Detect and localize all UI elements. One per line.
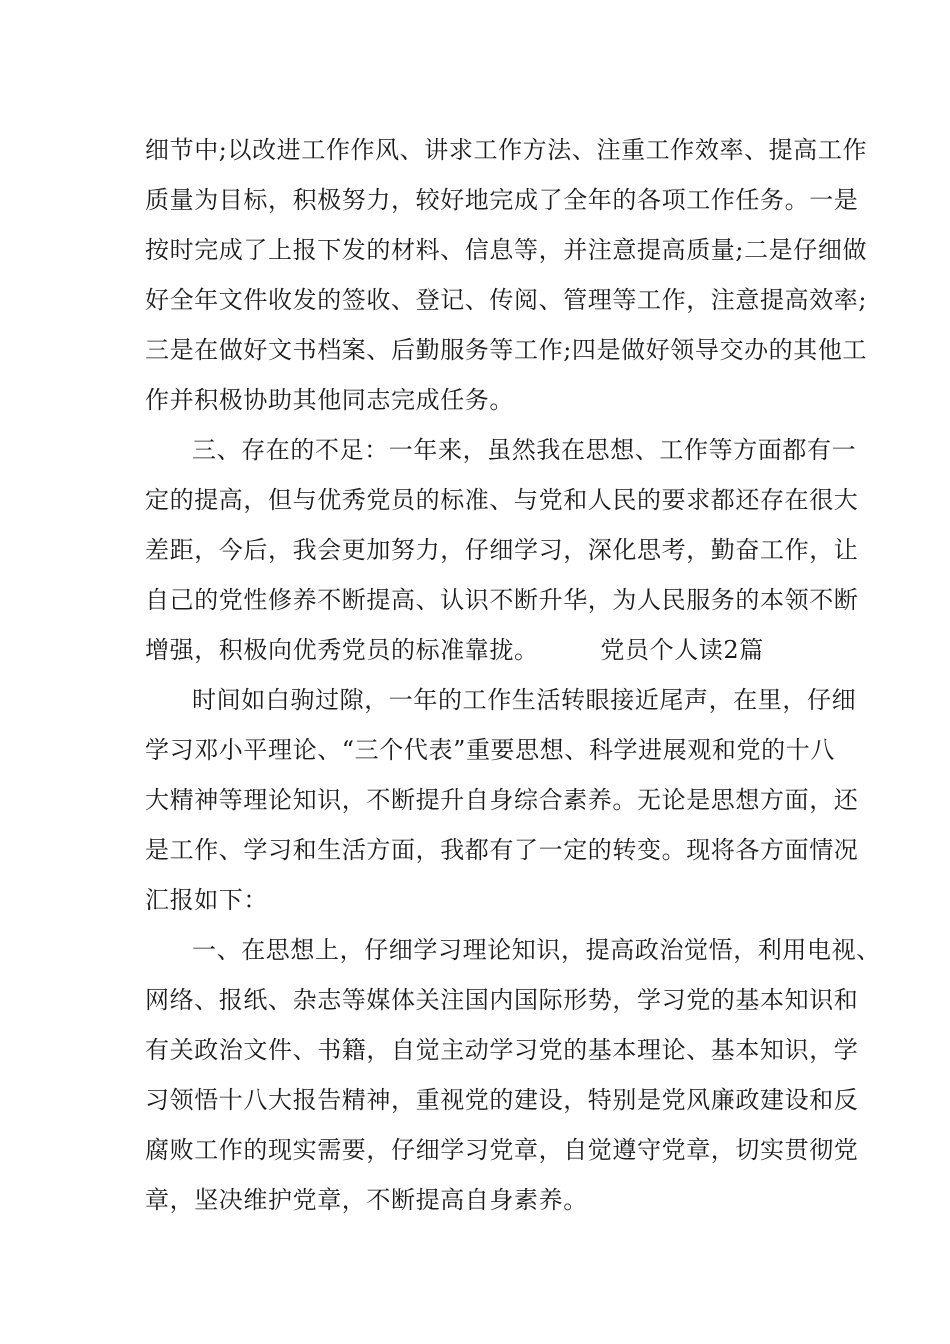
text-line: 腐败工作的现实需要，仔细学习党章，自觉遵守党章，切实贯彻党 bbox=[145, 1136, 859, 1164]
paragraph-first-line: 时间如白驹过隙，一年的工作生活转眼接近尾声，在里，仔细 bbox=[192, 686, 857, 714]
paragraph-first-line: 一、在思想上，仔细学习理论知识，提高政治觉悟，利用电视、 bbox=[192, 936, 881, 964]
text-line: 大精神等理论知识，不断提升自身综合素养。无论是思想方面，还 bbox=[145, 786, 859, 814]
text-line: 质量为目标，积极努力，较好地完成了全年的各项工作任务。一是 bbox=[145, 186, 859, 214]
text-line: 汇报如下： bbox=[145, 886, 268, 914]
text-line: 三是在做好文书档案、后勤服务等工作;四是做好领导交办的其他工 bbox=[145, 336, 868, 364]
text-line: 有关政治文件、书籍，自觉主动学习党的基本理论、基本知识，学 bbox=[145, 1036, 859, 1064]
text-line: 习领悟十八大报告精神，重视党的建设，特别是党风廉政建设和反 bbox=[145, 1086, 859, 1114]
text-line: 好全年文件收发的签收、登记、传阅、管理等工作，注意提高效率; bbox=[145, 286, 868, 314]
text-line: 差距，今后，我会更加努力，仔细学习，深化思考，勤奋工作，让 bbox=[145, 536, 859, 564]
text-line: 学习邓小平理论、“三个代表”重要思想、科学进展观和党的十八 bbox=[145, 736, 835, 764]
text-line: 细节中;以改进工作作风、讲求工作方法、注重工作效率、提高工作 bbox=[145, 136, 868, 164]
text-line: 定的提高，但与优秀党员的标准、与党和人民的要求都还存在很大 bbox=[145, 486, 859, 514]
text-line: 网络、报纸、杂志等媒体关注国内国际形势，学习党的基本知识和 bbox=[145, 986, 859, 1014]
text-line: 是工作、学习和生活方面，我都有了一定的转变。现将各方面情况 bbox=[145, 836, 859, 864]
text-line: 作并积极协助其他同志完成任务。 bbox=[145, 386, 514, 414]
text-line: 章，坚决维护党章，不断提高自身素养。 bbox=[145, 1186, 588, 1214]
paragraph-first-line: 三、存在的不足：一年来，虽然我在思想、工作等方面都有一 bbox=[192, 436, 857, 464]
text-line: 自己的党性修养不断提高、认识不断升华，为人民服务的本领不断 bbox=[145, 586, 859, 614]
text-line: 增强，积极向优秀党员的标准靠拢。 党员个人读2篇 bbox=[145, 636, 764, 664]
text-line: 按时完成了上报下发的材料、信息等，并注意提高质量;二是仔细做 bbox=[145, 236, 868, 264]
